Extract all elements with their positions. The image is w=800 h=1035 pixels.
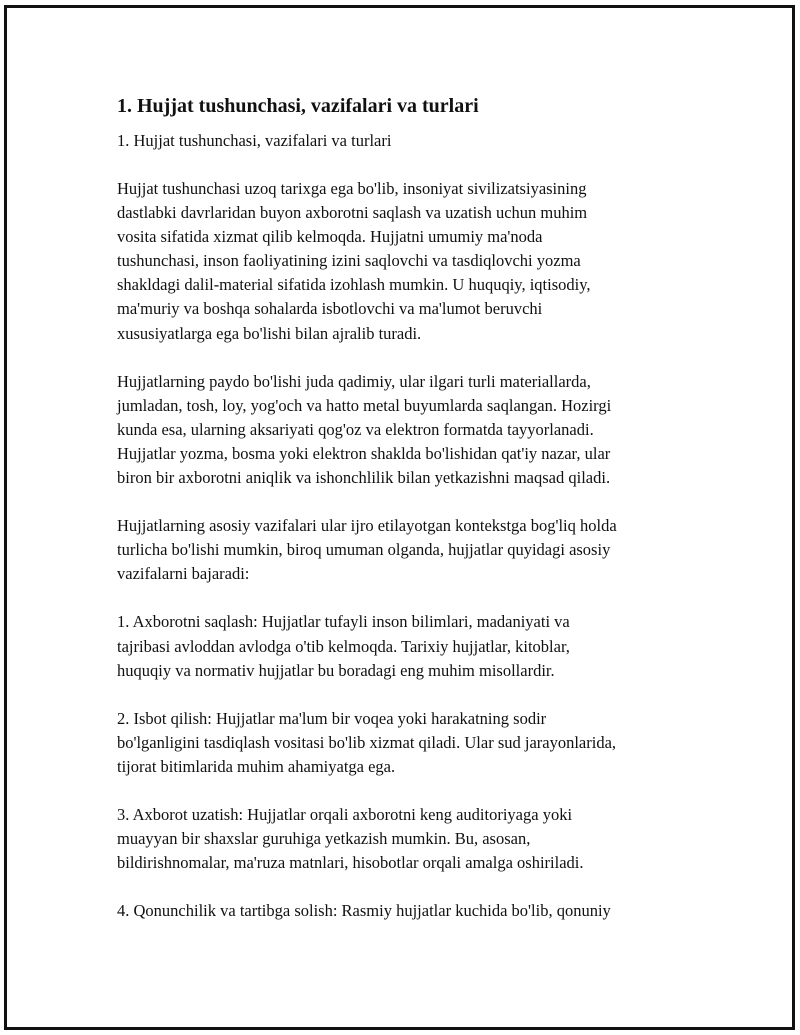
text-line: ma'muriy va boshqa sohalarda isbotlovchi va ma'lumot beruvchi <box>117 299 543 319</box>
paragraph-functions-intro <box>117 514 697 586</box>
document-heading: 1. Hujjat tushunchasi, vazifalari va turlari <box>117 95 479 117</box>
text-line: turlicha bo'lishi mumkin, biroq umuman olganda, hujjatlar quyidagi asosiy <box>117 540 611 560</box>
text-line: Hujjatlarning paydo bo'lishi juda qadimiy, ular ilgari turli materiallarda, <box>117 371 591 391</box>
paragraph-intro <box>117 177 697 346</box>
text-line: 3. Axborot uzatish: Hujjatlar orqali axborotni keng auditoriyaga yoki <box>117 804 573 824</box>
text-line: vosita sifatida xizmat qilib kelmoqda. Hujjatni umumiy ma'noda <box>117 227 543 247</box>
text-line: jumladan, tosh, loy, yog'och va hatto metal buyumlarda saqlangan. Hozirgi <box>117 395 612 415</box>
paragraph-history <box>117 370 697 490</box>
text-line: muayyan bir shaxslar guruhiga yetkazish mumkin. Bu, asosan, <box>117 829 531 849</box>
text-line: Hujjatlarning asosiy vazifalari ular ijro etilayotgan kontekstga bog'liq holda <box>117 516 617 536</box>
list-item-transmission <box>117 803 697 875</box>
text-line: 4. Qonunchilik va tartibga solish: Rasmiy hujjatlar kuchida bo'lib, qonuniy <box>117 901 611 921</box>
text-line: tajribasi avloddan avlodga o'tib kelmoqda. Tarixiy hujjatlar, kitoblar, <box>117 636 570 656</box>
text-line: xususiyatlarga ega bo'lishi bilan ajralib turadi. <box>117 323 422 343</box>
text-line: Hujjat tushunchasi uzoq tarixga ega bo'lib, insoniyat sivilizatsiyasining <box>117 179 587 198</box>
text-line: bo'lganligini tasdiqlash vositasi bo'lib xizmat qiladi. Ular sud jarayonlarida, <box>117 732 617 752</box>
text-line: tushunchasi, inson faoliyatining izini saqlovchi va tasdiqlovchi yozma <box>117 251 581 271</box>
text-line: dastlabki davrlaridan buyon axborotni saqlash va uzatish uchun muhim <box>117 203 588 223</box>
text-line: Hujjatlar yozma, bosma yoki elektron shaklda bo'lishidan qat'iy nazar, ular <box>117 443 611 463</box>
text-line: 2. Isbot qilish: Hujjatlar ma'lum bir voqea yoki harakatning sodir <box>117 708 547 728</box>
list-item-regulation <box>117 899 697 923</box>
list-item-storing-information <box>117 610 697 682</box>
document-subheading: 1. Hujjat tushunchasi, vazifalari va turlari <box>117 131 392 150</box>
document-body <box>117 92 697 947</box>
list-item-proof <box>117 707 697 779</box>
text-line: biron bir axborotni aniqlik va ishonchlilik bilan yetkazishni maqsad qiladi. <box>117 468 611 488</box>
text-line: bildirishnomalar, ma'ruza matnlari, hisobotlar orqali amalga oshiriladi. <box>117 853 584 873</box>
text-line: tijorat bitimlarida muhim ahamiyatga ega. <box>117 756 396 776</box>
text-line: 1. Axborotni saqlash: Hujjatlar tufayli inson bilimlari, madaniyati va <box>117 612 570 632</box>
text-line: shakldagi dalil-material sifatida izohlash mumkin. U huquqiy, iqtisodiy, <box>117 275 591 295</box>
text-line: vazifalarni bajaradi: <box>117 564 250 584</box>
text-line: kunda esa, ularning aksariyati qog'oz va elektron formatda tayyorlanadi. <box>117 419 594 439</box>
text-line: huquqiy va normativ hujjatlar bu boradagi eng muhim misollardir. <box>117 660 555 680</box>
